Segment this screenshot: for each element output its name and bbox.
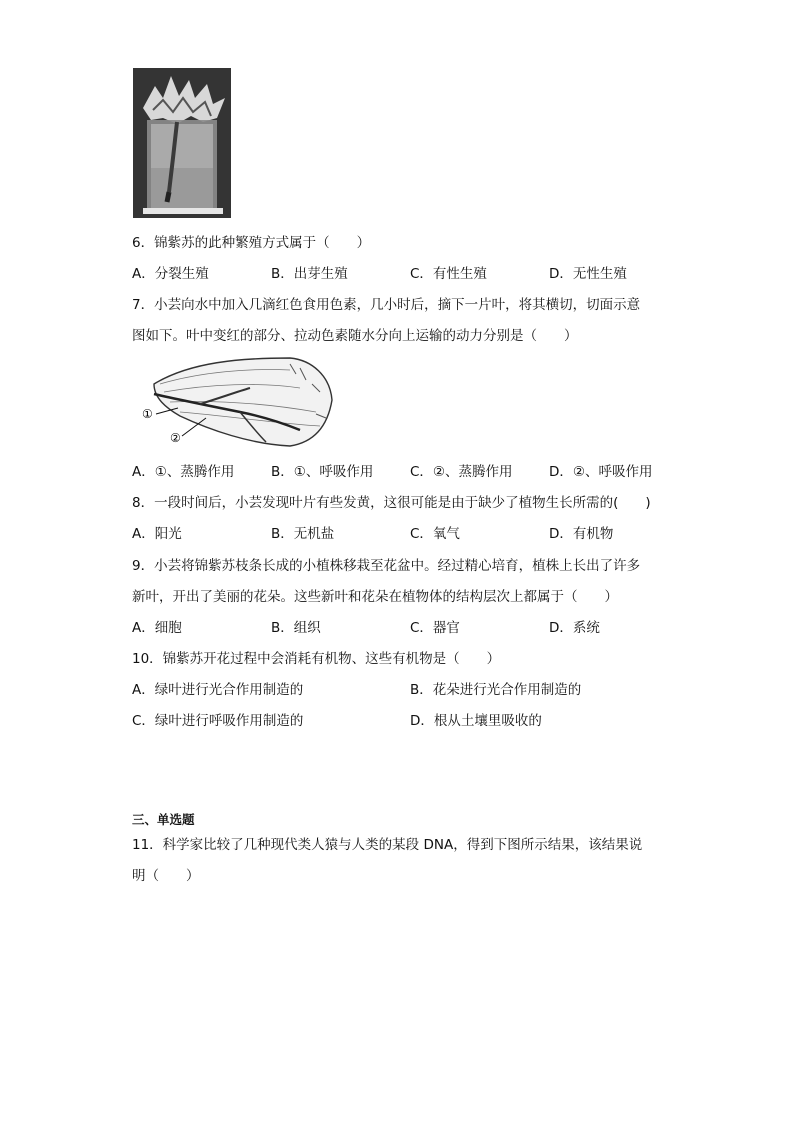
figure-label-1: ① xyxy=(142,407,153,421)
q6-option-b: B．出芽生殖 xyxy=(271,266,348,282)
q8-option-c: C．氧气 xyxy=(410,526,460,542)
q9-stem-line1: 9．小芸将锦紫苏枝条长成的小植株移栽至花盆中。经过精心培育，植株上长出了许多 xyxy=(132,558,641,574)
q7-option-a: A．①、蒸腾作用 xyxy=(132,464,235,480)
leaf-cross-section-figure xyxy=(140,354,336,450)
q6-option-a: A．分裂生殖 xyxy=(132,266,209,282)
q7-option-d: D．②、呼吸作用 xyxy=(549,464,653,480)
q8-option-a: A．阳光 xyxy=(132,526,182,542)
q10-option-c: C．绿叶进行呼吸作用制造的 xyxy=(132,713,304,729)
q7-stem-line1: 7．小芸向水中加入几滴红色食用色素，几小时后，摘下一片叶，将其横切，切面示意 xyxy=(132,297,641,313)
section-3-heading: 三、单选题 xyxy=(132,812,195,827)
q10-option-a: A．绿叶进行光合作用制造的 xyxy=(132,682,304,698)
q10-option-b: B．花朵进行光合作用制造的 xyxy=(410,682,582,698)
q7-option-b: B．①、呼吸作用 xyxy=(271,464,374,480)
plant-cutting-photo xyxy=(133,68,231,218)
q9-option-c: C．器官 xyxy=(410,620,460,636)
q8-stem: 8．一段时间后，小芸发现叶片有些发黄，这很可能是由于缺少了植物生长所需的( ) xyxy=(132,495,651,511)
q9-option-b: B．组织 xyxy=(271,620,321,636)
q7-option-c: C．②、蒸腾作用 xyxy=(410,464,513,480)
q9-option-d: D．系统 xyxy=(549,620,600,636)
q9-option-a: A．细胞 xyxy=(132,620,182,636)
q11-stem-line1: 11．科学家比较了几种现代类人猿与人类的某段 DNA，得到下图所示结果，该结果说 xyxy=(132,837,643,853)
q10-stem: 10．锦紫苏开花过程中会消耗有机物、这些有机物是（ ） xyxy=(132,651,501,667)
figure-label-2: ② xyxy=(170,431,181,445)
q6-stem: 6．锦紫苏的此种繁殖方式属于（ ） xyxy=(132,235,371,251)
q9-stem-line2: 新叶，开出了美丽的花朵。这些新叶和花朵在植物体的结构层次上都属于（ ） xyxy=(132,589,618,605)
q6-option-c: C．有性生殖 xyxy=(410,266,487,282)
q7-stem-line2: 图如下。叶中变红的部分、拉动色素随水分向上运输的动力分别是（ ） xyxy=(132,328,578,344)
q10-option-d: D．根从土壤里吸收的 xyxy=(410,713,542,729)
q6-option-d: D．无性生殖 xyxy=(549,266,627,282)
q11-stem-line2: 明（ ） xyxy=(132,868,200,884)
q8-option-b: B．无机盐 xyxy=(271,526,335,542)
q8-option-d: D．有机物 xyxy=(549,526,614,542)
